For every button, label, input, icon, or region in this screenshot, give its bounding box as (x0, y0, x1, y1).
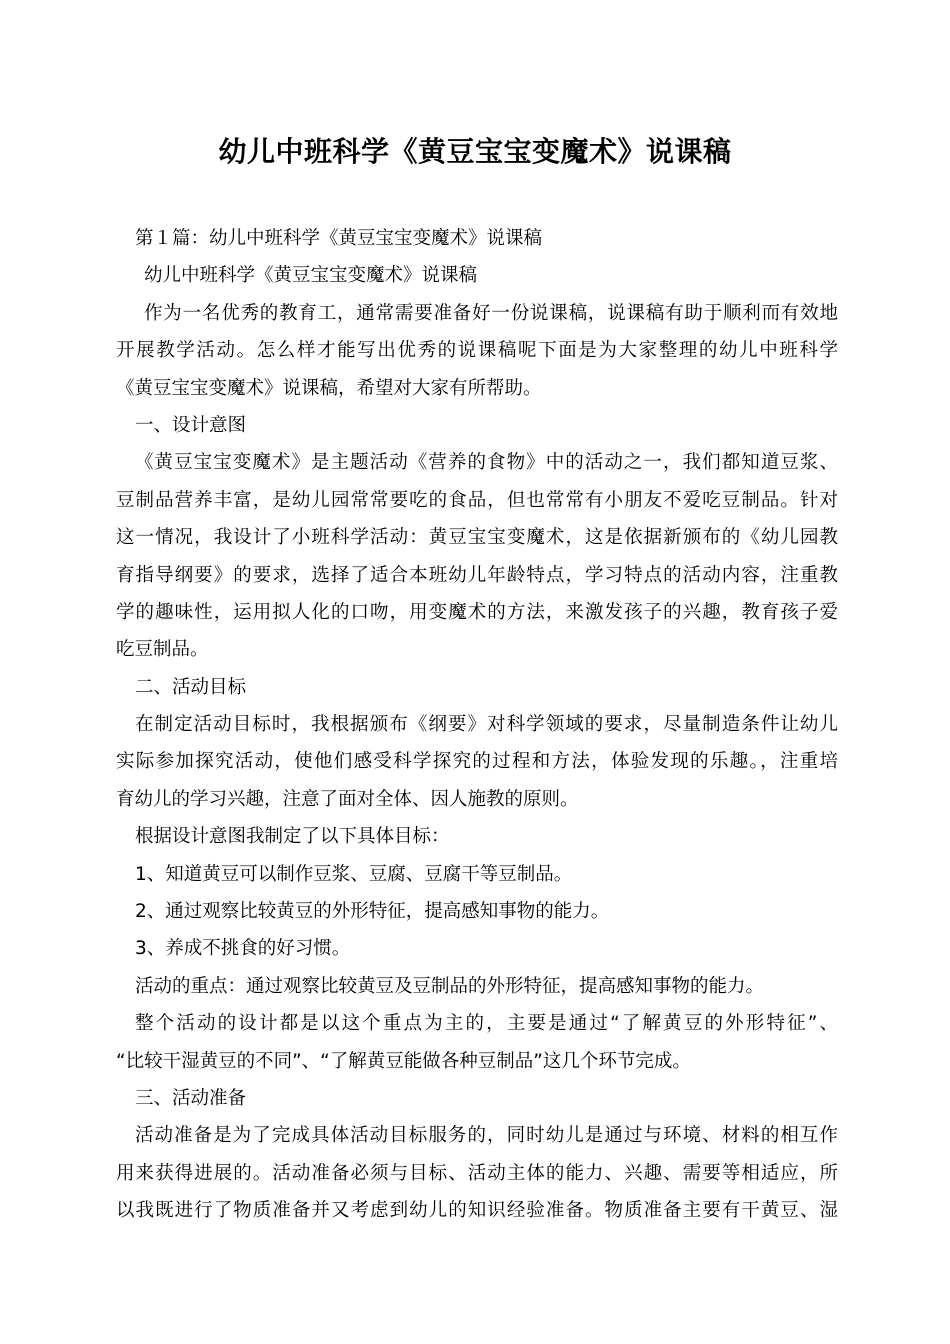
section-heading: 一、设计意图 (135, 414, 247, 436)
paragraph-line: 幼儿中班科学《黄豆宝宝变魔术》说课稿 (144, 265, 478, 287)
paragraph-line: 《黄豆宝宝变魔术》是主题活动《营养的食物》中的活动之一，我们都知道豆浆、 (135, 452, 838, 474)
paragraph-line: 《黄豆宝宝变魔术》说课稿，希望对大家有所帮助。 (116, 377, 542, 399)
paragraph-line: 在制定活动目标时，我根据颁布《纲要》对科学领域的要求，尽量制造条件让幼儿 (135, 714, 838, 736)
paragraph-line: 第１篇：幼儿中班科学《黄豆宝宝变魔术》说课稿 (135, 228, 543, 249)
list-item: 3、养成不挑食的好习惯。 (135, 938, 351, 960)
paragraph-line: 育幼儿的学习兴趣，注意了面对全体、因人施教的原则。 (116, 788, 579, 810)
document-body (116, 220, 838, 1230)
paragraph-line: 育指导纲要》的要求，选择了适合本班幼儿年龄特点，学习特点的活动内容，注重教 (116, 564, 838, 586)
paragraph-line: 实际参加探究活动，使他们感受科学探究的过程和方法，体验发现的乐趣。，注重培 (116, 751, 838, 773)
section-heading: 三、活动准备 (135, 1087, 247, 1109)
paragraph-line: 根据设计意图我制定了以下具体目标： (135, 826, 450, 848)
paragraph-line: 开展教学活动。怎么样才能写出优秀的说课稿呢下面是为大家整理的幼儿中班科学 (116, 340, 838, 362)
paragraph-line: 以我既进行了物质准备并又考虑到幼儿的知识经验准备。物质准备主要有干黄豆、湿 (116, 1200, 838, 1222)
list-item: 1、知道黄豆可以制作豆浆、豆腐、豆腐干等豆制品。 (135, 863, 573, 885)
paragraph-line: 作为一名优秀的教育工，通常需要准备好一份说课稿，说课稿有助于顺利而有效地 (144, 302, 838, 324)
paragraph-line: 豆制品营养丰富，是幼儿园常常要吃的食品，但也常常有小朋友不爱吃豆制品。针对 (116, 489, 838, 511)
paragraph-line: 这一情况，我设计了小班科学活动：黄豆宝宝变魔术，这是依据新颁布的《幼儿园教 (116, 527, 838, 549)
paragraph-line: 用来获得进展的。活动准备必须与目标、活动主体的能力、兴趣、需要等相适应，所 (116, 1162, 838, 1184)
section-heading: 二、活动目标 (135, 676, 247, 698)
paragraph-line: “比较干湿黄豆的不同”、“了解黄豆能做各种豆制品”这几个环节完成。 (116, 1050, 691, 1072)
document-title: 幼儿中班科学《黄豆宝宝变魔术》说课稿 (218, 135, 732, 168)
paragraph-line: 整个活动的设计都是以这个重点为主的，主要是通过“了解黄豆的外形特征”、 (135, 1013, 838, 1035)
paragraph-line: 活动准备是为了完成具体活动目标服务的，同时幼儿是通过与环境、材料的相互作 (135, 1125, 838, 1147)
paragraph-line: 活动的重点：通过观察比较黄豆及豆制品的外形特征，提高感知事物的能力。 (135, 975, 765, 997)
list-item: 2、通过观察比较黄豆的外形特征，提高感知事物的能力。 (135, 901, 610, 923)
paragraph-line: 吃豆制品。 (116, 639, 209, 661)
paragraph-line: 学的趣味性，运用拟人化的口吻，用变魔术的方法，来激发孩子的兴趣，教育孩子爱 (116, 601, 838, 623)
